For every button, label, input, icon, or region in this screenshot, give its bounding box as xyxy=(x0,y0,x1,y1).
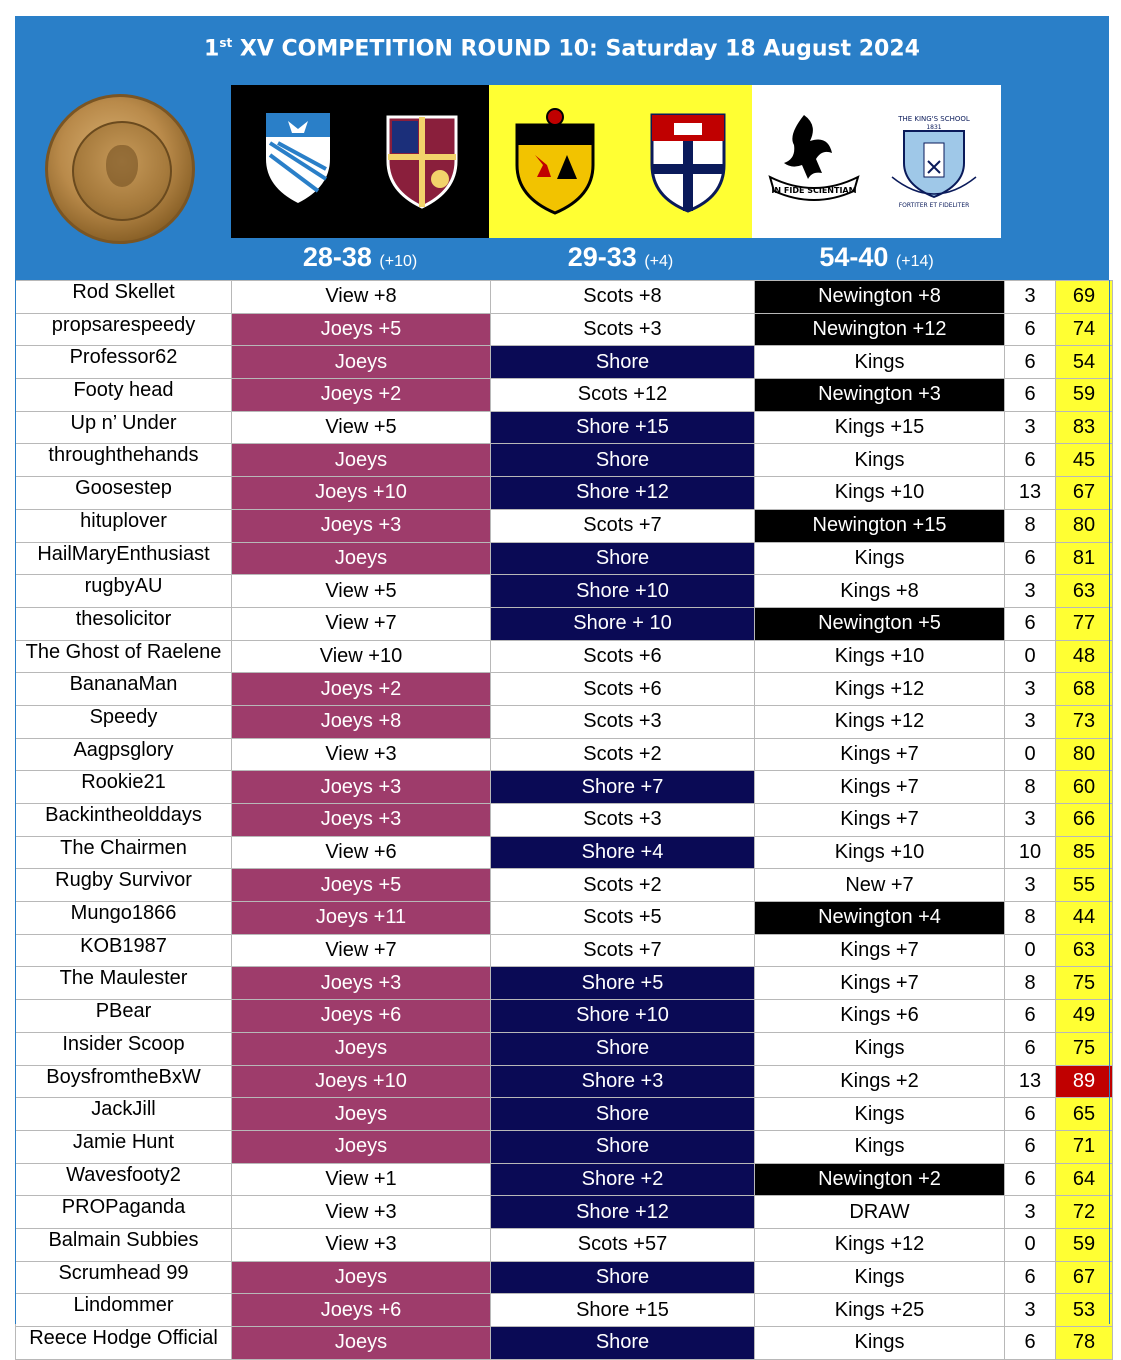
table-row xyxy=(16,1261,1113,1294)
round-points: 0 xyxy=(1005,640,1056,673)
match-1-tip: View +3 xyxy=(232,1228,491,1261)
match-3-tip: Kings xyxy=(755,1130,1005,1163)
round-points: 0 xyxy=(1005,738,1056,771)
round-points: 6 xyxy=(1005,379,1056,412)
match-1-tip: View +1 xyxy=(232,1163,491,1196)
table-row xyxy=(16,444,1113,477)
match-2-tip: Shore +15 xyxy=(491,411,755,444)
round-points: 8 xyxy=(1005,771,1056,804)
round-points: 3 xyxy=(1005,804,1056,837)
competition-header xyxy=(15,16,1109,280)
total-points: 85 xyxy=(1056,836,1113,869)
total-points: 44 xyxy=(1056,902,1113,935)
match-2-tip: Scots +3 xyxy=(491,705,755,738)
total-points: 67 xyxy=(1056,477,1113,510)
match-2-tip: Scots +6 xyxy=(491,673,755,706)
table-row xyxy=(16,1065,1113,1098)
table-row xyxy=(16,804,1113,837)
total-points: 80 xyxy=(1056,509,1113,542)
round-points: 8 xyxy=(1005,509,1056,542)
round-points: 3 xyxy=(1005,705,1056,738)
match-1-tip: Joeys xyxy=(232,1098,491,1131)
match-1-tip: Joeys +5 xyxy=(232,313,491,346)
match-1-tip: Joeys xyxy=(232,444,491,477)
match-1-tip: View +3 xyxy=(232,1196,491,1229)
match-3-tip: Kings xyxy=(755,1032,1005,1065)
match-3-tip: Kings +10 xyxy=(755,640,1005,673)
table-row xyxy=(16,1163,1113,1196)
round-points: 6 xyxy=(1005,1000,1056,1033)
match-1-tip: Joeys +6 xyxy=(232,1000,491,1033)
round-points: 6 xyxy=(1005,444,1056,477)
tipster-name: Rod Skellet xyxy=(16,281,232,314)
total-points: 49 xyxy=(1056,1000,1113,1033)
tipster-name: Goosestep xyxy=(16,477,232,510)
table-row xyxy=(16,869,1113,902)
match-3-tip: Kings xyxy=(755,1098,1005,1131)
tipster-name: Professor62 xyxy=(16,346,232,379)
total-points: 59 xyxy=(1056,379,1113,412)
match-3-tip: Kings +25 xyxy=(755,1294,1005,1327)
round-points: 6 xyxy=(1005,542,1056,575)
match-1-tip: Joeys +3 xyxy=(232,509,491,542)
match-1-tip: Joeys +2 xyxy=(232,379,491,412)
total-points: 80 xyxy=(1056,738,1113,771)
total-points: 54 xyxy=(1056,346,1113,379)
match-2-tip: Shore xyxy=(491,1261,755,1294)
table-row xyxy=(16,411,1113,444)
match-1-tip: Joeys xyxy=(232,1327,491,1360)
match-3-tip: DRAW xyxy=(755,1196,1005,1229)
svg-text:IN FIDE SCIENTIAM: IN FIDE SCIENTIAM xyxy=(771,186,857,195)
tipster-name: hituplover xyxy=(16,509,232,542)
total-points: 71 xyxy=(1056,1130,1113,1163)
riverview-crest-icon xyxy=(258,107,338,207)
match-2-tip: Scots +2 xyxy=(491,869,755,902)
round-points: 3 xyxy=(1005,1294,1056,1327)
match-1-tip: Joeys +3 xyxy=(232,771,491,804)
match-2-logos xyxy=(489,85,752,238)
match-2-tip: Shore xyxy=(491,1098,755,1131)
table-row xyxy=(16,738,1113,771)
match-1-tip: View +8 xyxy=(232,281,491,314)
match-2-tip: Shore +4 xyxy=(491,836,755,869)
tipster-name: thesolicitor xyxy=(16,607,232,640)
round-points: 0 xyxy=(1005,1228,1056,1261)
match-2-tip: Scots +5 xyxy=(491,902,755,935)
match-3-tip: Kings +7 xyxy=(755,804,1005,837)
match-3-tip: Kings +7 xyxy=(755,934,1005,967)
match-2-tip: Scots +12 xyxy=(491,379,755,412)
total-points: 64 xyxy=(1056,1163,1113,1196)
round-points: 6 xyxy=(1005,1261,1056,1294)
match-3-tip: Kings +10 xyxy=(755,477,1005,510)
total-points: 89 xyxy=(1056,1065,1113,1098)
tipster-name: The Ghost of Raelene xyxy=(16,640,232,673)
match-2-tip: Scots +7 xyxy=(491,934,755,967)
match-2-tip: Scots +57 xyxy=(491,1228,755,1261)
tipster-name: Insider Scoop xyxy=(16,1032,232,1065)
tipster-name: PBear xyxy=(16,1000,232,1033)
match-3-tip: Newington +2 xyxy=(755,1163,1005,1196)
match-2-tip: Scots +8 xyxy=(491,281,755,314)
table-row xyxy=(16,705,1113,738)
match-3-tip: Newington +15 xyxy=(755,509,1005,542)
match-3-tip: Kings +7 xyxy=(755,771,1005,804)
tipster-name: throughthehands xyxy=(16,444,232,477)
match-3-tip: Newington +3 xyxy=(755,379,1005,412)
table-row xyxy=(16,313,1113,346)
match-1-tip: View +7 xyxy=(232,607,491,640)
round-points: 6 xyxy=(1005,1130,1056,1163)
match-3-score: 54-40 (+14) xyxy=(819,242,934,272)
round-points: 13 xyxy=(1005,477,1056,510)
tipster-name: BoysfromtheBxW xyxy=(16,1065,232,1098)
total-points: 75 xyxy=(1056,967,1113,1000)
table-row xyxy=(16,346,1113,379)
match-3-tip: Newington +12 xyxy=(755,313,1005,346)
table-row xyxy=(16,1032,1113,1065)
tipster-name: Up n’ Under xyxy=(16,411,232,444)
table-row xyxy=(16,1098,1113,1131)
svg-text:1831: 1831 xyxy=(926,124,942,131)
match-3-tip: Kings xyxy=(755,346,1005,379)
gps-association-seal-icon xyxy=(45,94,195,244)
tipping-table xyxy=(15,280,1113,1360)
total-points: 45 xyxy=(1056,444,1113,477)
total-points: 72 xyxy=(1056,1196,1113,1229)
tipster-name: Balmain Subbies xyxy=(16,1228,232,1261)
scots-college-crest-icon xyxy=(509,107,601,217)
match-2-tip: Shore +12 xyxy=(491,477,755,510)
match-3-tip: Kings xyxy=(755,542,1005,575)
table-row xyxy=(16,673,1113,706)
st-josephs-crest-icon xyxy=(378,107,466,211)
round-points: 8 xyxy=(1005,902,1056,935)
table-row xyxy=(16,1327,1113,1360)
match-1-tip: Joeys +2 xyxy=(232,673,491,706)
match-3-tip: Kings +7 xyxy=(755,967,1005,1000)
table-row xyxy=(16,640,1113,673)
total-points: 53 xyxy=(1056,1294,1113,1327)
tipster-name: HailMaryEnthusiast xyxy=(16,542,232,575)
total-points: 83 xyxy=(1056,411,1113,444)
match-2-tip: Shore + 10 xyxy=(491,607,755,640)
svg-text:FORTITER ET FIDELITER: FORTITER ET FIDELITER xyxy=(898,202,970,209)
table-row xyxy=(16,771,1113,804)
round-points: 3 xyxy=(1005,869,1056,902)
table-row xyxy=(16,1196,1113,1229)
tipster-name: Aagpsglory xyxy=(16,738,232,771)
match-1-tip: View +5 xyxy=(232,575,491,608)
match-2-tip: Shore xyxy=(491,1130,755,1163)
match-3-logos xyxy=(752,85,1001,238)
total-points: 66 xyxy=(1056,804,1113,837)
tipster-name: propsarespeedy xyxy=(16,313,232,346)
match-3-tip: Kings xyxy=(755,444,1005,477)
match-1-tip: Joeys xyxy=(232,346,491,379)
total-points: 63 xyxy=(1056,575,1113,608)
tipster-name: Rugby Survivor xyxy=(16,869,232,902)
match-3-tip: Kings +2 xyxy=(755,1065,1005,1098)
round-points: 8 xyxy=(1005,967,1056,1000)
tipster-name: Mungo1866 xyxy=(16,902,232,935)
match-1-tip: Joeys +10 xyxy=(232,477,491,510)
match-1-tip: Joeys xyxy=(232,1130,491,1163)
match-2-tip: Shore +10 xyxy=(491,575,755,608)
match-1-tip: View +5 xyxy=(232,411,491,444)
round-points: 3 xyxy=(1005,281,1056,314)
match-2-tip: Shore +2 xyxy=(491,1163,755,1196)
round-points: 3 xyxy=(1005,1196,1056,1229)
match-1-tip: Joeys +6 xyxy=(232,1294,491,1327)
round-points: 0 xyxy=(1005,934,1056,967)
match-3-tip: New +7 xyxy=(755,869,1005,902)
match-3-tip: Newington +8 xyxy=(755,281,1005,314)
kings-school-crest-icon xyxy=(886,107,982,211)
total-points: 67 xyxy=(1056,1261,1113,1294)
match-3-tip: Kings +6 xyxy=(755,1000,1005,1033)
page-title: 1st XV COMPETITION ROUND 10: Saturday 18 August 2024 xyxy=(204,36,920,62)
match-2-tip: Scots +7 xyxy=(491,509,755,542)
match-2-tip: Shore +5 xyxy=(491,967,755,1000)
match-2-tip: Shore xyxy=(491,542,755,575)
total-points: 74 xyxy=(1056,313,1113,346)
table-row xyxy=(16,281,1113,314)
round-points: 6 xyxy=(1005,1327,1056,1360)
round-points: 6 xyxy=(1005,607,1056,640)
round-points: 6 xyxy=(1005,313,1056,346)
tipster-name: Wavesfooty2 xyxy=(16,1163,232,1196)
match-1-tip: Joeys xyxy=(232,1261,491,1294)
match-1-tip: Joeys +11 xyxy=(232,902,491,935)
round-points: 10 xyxy=(1005,836,1056,869)
match-2-tip: Shore xyxy=(491,444,755,477)
match-2-tip: Shore xyxy=(491,1327,755,1360)
match-1-tip: View +7 xyxy=(232,934,491,967)
table-row xyxy=(16,934,1113,967)
table-row xyxy=(16,542,1113,575)
match-1-score: 28-38 (+10) xyxy=(302,242,418,272)
tipster-name: Backintheolddays xyxy=(16,804,232,837)
table-row xyxy=(16,836,1113,869)
match-2-tip: Scots +3 xyxy=(491,804,755,837)
match-3-tip: Kings +12 xyxy=(755,705,1005,738)
table-row xyxy=(16,575,1113,608)
table-row xyxy=(16,902,1113,935)
match-2-tip: Shore +3 xyxy=(491,1065,755,1098)
table-row xyxy=(16,1228,1113,1261)
shore-crest-icon xyxy=(644,107,732,217)
match-2-tip: Shore +12 xyxy=(491,1196,755,1229)
newington-dragon-icon xyxy=(764,107,864,207)
table-row xyxy=(16,1130,1113,1163)
table-row xyxy=(16,967,1113,1000)
round-points: 6 xyxy=(1005,1163,1056,1196)
total-points: 77 xyxy=(1056,607,1113,640)
table-row xyxy=(16,509,1113,542)
tipster-name: BananaMan xyxy=(16,673,232,706)
tipster-name: PROPaganda xyxy=(16,1196,232,1229)
match-3-tip: Newington +4 xyxy=(755,902,1005,935)
match-2-tip: Shore xyxy=(491,1032,755,1065)
match-3-tip: Kings +12 xyxy=(755,673,1005,706)
total-points: 73 xyxy=(1056,705,1113,738)
match-1-tip: Joeys +3 xyxy=(232,804,491,837)
tipster-name: Reece Hodge Official xyxy=(16,1327,232,1360)
match-2-tip: Shore +7 xyxy=(491,771,755,804)
match-1-tip: View +3 xyxy=(232,738,491,771)
tipster-name: JackJill xyxy=(16,1098,232,1131)
match-3-tip: Newington +5 xyxy=(755,607,1005,640)
tipster-name: Speedy xyxy=(16,705,232,738)
match-2-tip: Scots +6 xyxy=(491,640,755,673)
tipster-name: Scrumhead 99 xyxy=(16,1261,232,1294)
match-2-tip: Shore +15 xyxy=(491,1294,755,1327)
tipster-name: Rookie21 xyxy=(16,771,232,804)
tipster-name: rugbyAU xyxy=(16,575,232,608)
total-points: 59 xyxy=(1056,1228,1113,1261)
total-points: 68 xyxy=(1056,673,1113,706)
tipster-name: KOB1987 xyxy=(16,934,232,967)
total-points: 75 xyxy=(1056,1032,1113,1065)
match-3-tip: Kings +7 xyxy=(755,738,1005,771)
total-points: 65 xyxy=(1056,1098,1113,1131)
match-2-tip: Scots +2 xyxy=(491,738,755,771)
match-2-tip: Scots +3 xyxy=(491,313,755,346)
match-3-tip: Kings xyxy=(755,1261,1005,1294)
total-points: 81 xyxy=(1056,542,1113,575)
round-points: 6 xyxy=(1005,1098,1056,1131)
match-1-tip: View +10 xyxy=(232,640,491,673)
svg-text:THE KING'S SCHOOL: THE KING'S SCHOOL xyxy=(898,115,970,123)
tipster-name: Jamie Hunt xyxy=(16,1130,232,1163)
total-points: 55 xyxy=(1056,869,1113,902)
round-points: 6 xyxy=(1005,1032,1056,1065)
round-points: 3 xyxy=(1005,673,1056,706)
match-1-tip: Joeys xyxy=(232,542,491,575)
match-2-score: 29-33 (+4) xyxy=(567,242,674,272)
total-points: 78 xyxy=(1056,1327,1113,1360)
match-1-tip: Joeys +3 xyxy=(232,967,491,1000)
match-3-tip: Kings +12 xyxy=(755,1228,1005,1261)
table-row xyxy=(16,379,1113,412)
match-1-logos xyxy=(231,85,489,238)
match-2-tip: Shore xyxy=(491,346,755,379)
round-points: 3 xyxy=(1005,411,1056,444)
round-points: 6 xyxy=(1005,346,1056,379)
tipster-name: The Chairmen xyxy=(16,836,232,869)
match-1-tip: Joeys xyxy=(232,1032,491,1065)
match-1-tip: Joeys +10 xyxy=(232,1065,491,1098)
table-row xyxy=(16,1294,1113,1327)
table-row xyxy=(16,1000,1113,1033)
match-1-tip: View +6 xyxy=(232,836,491,869)
total-points: 63 xyxy=(1056,934,1113,967)
table-row xyxy=(16,607,1113,640)
tipster-name: Lindommer xyxy=(16,1294,232,1327)
match-2-tip: Shore +10 xyxy=(491,1000,755,1033)
match-3-tip: Kings +15 xyxy=(755,411,1005,444)
total-points: 69 xyxy=(1056,281,1113,314)
tipster-name: The Maulester xyxy=(16,967,232,1000)
match-1-tip: Joeys +8 xyxy=(232,705,491,738)
tipster-name: Footy head xyxy=(16,379,232,412)
total-points: 48 xyxy=(1056,640,1113,673)
match-3-tip: Kings +8 xyxy=(755,575,1005,608)
round-points: 13 xyxy=(1005,1065,1056,1098)
match-3-tip: Kings +10 xyxy=(755,836,1005,869)
match-3-tip: Kings xyxy=(755,1327,1005,1360)
match-1-tip: Joeys +5 xyxy=(232,869,491,902)
round-points: 3 xyxy=(1005,575,1056,608)
total-points: 60 xyxy=(1056,771,1113,804)
table-row xyxy=(16,477,1113,510)
